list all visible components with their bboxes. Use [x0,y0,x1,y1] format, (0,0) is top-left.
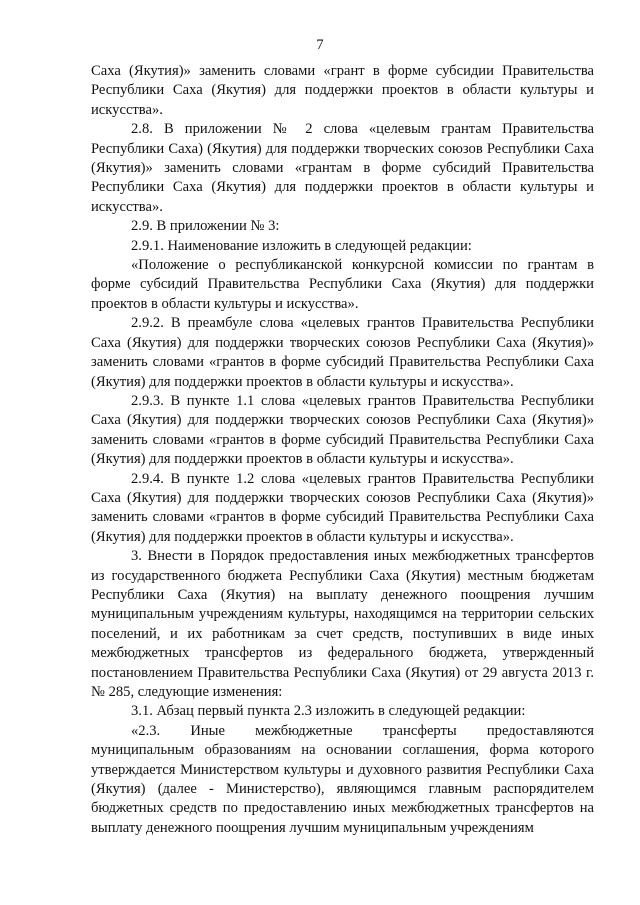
paragraph: 2.8. В приложении № 2 слова «целевым грантам Правительства Республики Саха) (Якутия) для поддержки творческих союзов Республики Саха (Якутия)» заменить словами «грантам в форме субсидий Правительства Республики Саха (Якутия) для поддержки проектов в области культуры и искусства». [91,121,594,215]
paragraph: 2.9.2. В преамбуле слова «целевых грантов Правительства Республики Саха (Якутия) для поддержки творческих союзов Республики Саха (Якутия)» заменить словами «грантов в форме субсидий Правительства Республики Саха (Якутия) для поддержки проектов в области культуры и искусства». [91,315,594,390]
paragraph: «2.3. Иные межбюджетные трансферты предоставляются муниципальным образованиям на основании соглашения, форма которого утверждается Министерством культуры и духовного развития Республики Саха (Якутия) (далее - Министерство), являющимся главным распорядителем бюджетных средств по предоставлению иных межбюджетных трансфертов на выплату денежного поощрения лучшим муниципальным учреждениям [91,722,594,836]
paragraph: 2.9.3. В пункте 1.1 слова «целевых грантов Правительства Республики Саха (Якутия) для поддержки творческих союзов Республики Саха (Якутия)» заменить словами «грантов в форме субсидий Правительства Республики Саха (Якутия) для поддержки проектов в области культуры и искусства». [91,392,594,468]
paragraph: 3.1. Абзац первый пункта 2.3 изложить в следующей редакции: [131,703,526,720]
paragraph: «Положение о республиканской конкурсной комиссии по грантам в форме субсидий Правительства Республики Саха (Якутия) для поддержки проектов в области культуры и искусства». [91,257,594,312]
paragraph: 3. Внести в Порядок предоставления иных межбюджетных трансфертов из государственного бюджета Республики Саха (Якутия) местным бюджетам Республики Саха (Якутия) на выплату денежного поощрения лучшим муниципальным учреждениям культуры, находящимся на территории сельских поселений, и их работникам за счет средств, поступивших в виде иных межбюджетных трансфертов из федерального бюджета, утвержденный постановлением Правительства Республики Саха (Якутия) от 29 августа 2013 г. № 285, следующие изменения: [91,548,594,700]
paragraph: 2.9. В приложении № 3: [131,218,280,235]
paragraph: 2.9.1. Наименование изложить в следующей редакции: [131,237,472,254]
document-body [91,62,594,838]
paragraph: 2.9.4. В пункте 1.2 слова «целевых грантов Правительства Республики Саха (Якутия) для поддержки творческих союзов Республики Саха (Якутия)» заменить словами «грантов в форме субсидий Правительства Республики Саха (Якутия) для поддержки проектов в области культуры и искусства». [91,470,594,545]
paragraph: Саха (Якутия)» заменить словами «грант в форме субсидии Правительства Республики Саха (Якутия) для поддержки проектов в области культуры и искусства». [91,63,594,118]
page-number: 7 [316,37,324,53]
